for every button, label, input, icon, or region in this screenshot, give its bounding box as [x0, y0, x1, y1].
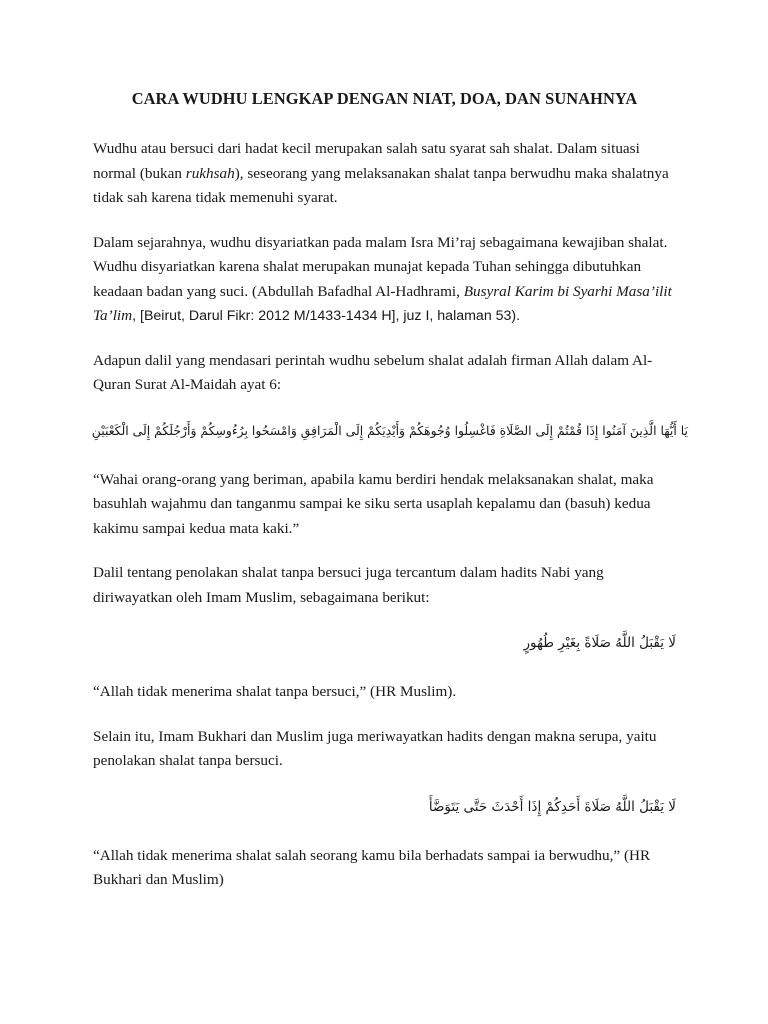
arabic-hadith-bukhari-muslim: لَا يَقْبَلُ اللَّهُ صَلَاةَ أَحَدِكُمْ إِذَا أَحْدَثَ حَتَّى يَتَوَضَّأَ — [428, 798, 676, 815]
paragraph-history — [93, 231, 676, 329]
paragraph-quran-intro: Adapun dalil yang mendasari perintah wudhu sebelum shalat adalah firman Allah dalam Al-Quran Surat Al-Maidah ayat 6: — [93, 351, 653, 393]
paragraph-verse-translation: “Wahai orang-orang yang beriman, apabila kamu berdiri hendak melaksanakan shalat, maka basuhlah wajahmu dan tanganmu sampai ke siku serta usaplah kepalamu dan (basuh) kedua kakimu sampai kedua mata kaki.” — [93, 470, 654, 537]
paragraph-hadith2-intro: Selain itu, Imam Bukhari dan Muslim juga meriwayatkan hadits dengan makna serupa, yaitu penolakan shalat tanpa bersuci. — [93, 727, 657, 769]
paragraph-intro — [93, 137, 676, 211]
paragraph-history-book-title: Busyral Karim bi Syarhi Masa’ilit Ta’lim — [93, 282, 672, 324]
paragraph-hadith-translation-muslim: “Allah tidak menerima shalat tanpa bersuci,” (HR Muslim). — [93, 683, 457, 700]
paragraph-hadith-translation-bukhari: “Allah tidak menerima shalat salah seorang kamu bila berhadats sampai ia berwudhu,” (HR Bukhari dan Muslim) — [93, 846, 651, 888]
document-title: CARA WUDHU LENGKAP DENGAN NIAT, DOA, DAN SUNAHNYA — [131, 89, 638, 108]
paragraph-intro-italic: rukhsah — [185, 164, 235, 182]
paragraph-history-citation: , [Beirut, Darul Fikr: 2012 M/1433-1434 H], juz I, halaman 53). — [132, 308, 521, 324]
arabic-hadith-muslim: لَا يَقْبَلُ اللَّهُ صَلَاةً بِغَيْرِ طُهُورٍ — [523, 635, 676, 651]
arabic-verse-almaidah: يَا أَيُّهَا الَّذِينَ آمَنُوا إِذَا قُمْتُمْ إِلَى الصَّلَاةِ فَاغْسِلُوا وُجُوهَكُمْ وَأَيْدِيَكُمْ إِلَى الْمَرَافِقِ وَامْسَحُوا بِرُءُوسِكُمْ وَأَرْجُلَكُمْ إِلَى الْكَعْبَيْنِ — [91, 422, 688, 438]
paragraph-intro-text-a: Wudhu atau bersuci dari hadat kecil merupakan salah satu syarat sah shalat. Dalam situasi normal (bukan — [93, 140, 640, 182]
paragraph-intro-text-c: ), seseorang yang melaksanakan shalat tanpa berwudhu maka shalatnya tidak sah karena tidak memenuhi syarat. — [93, 164, 669, 206]
paragraph-history-text-a: Dalam sejarahnya, wudhu disyariatkan pada malam Isra Mi’raj sebagaimana kewajiban shalat. Wudhu disyariatkan karena shalat merupakan munajat kepada Tuhan sehingga dibutuhkan keadaan badan yang suci. (Abdullah Bafadhal Al-Hadhrami, — [93, 233, 668, 300]
paragraph-hadith-intro: Dalil tentang penolakan shalat tanpa bersuci juga tercantum dalam hadits Nabi yang diriwayatkan oleh Imam Muslim, sebagaimana berikut: — [93, 564, 604, 606]
